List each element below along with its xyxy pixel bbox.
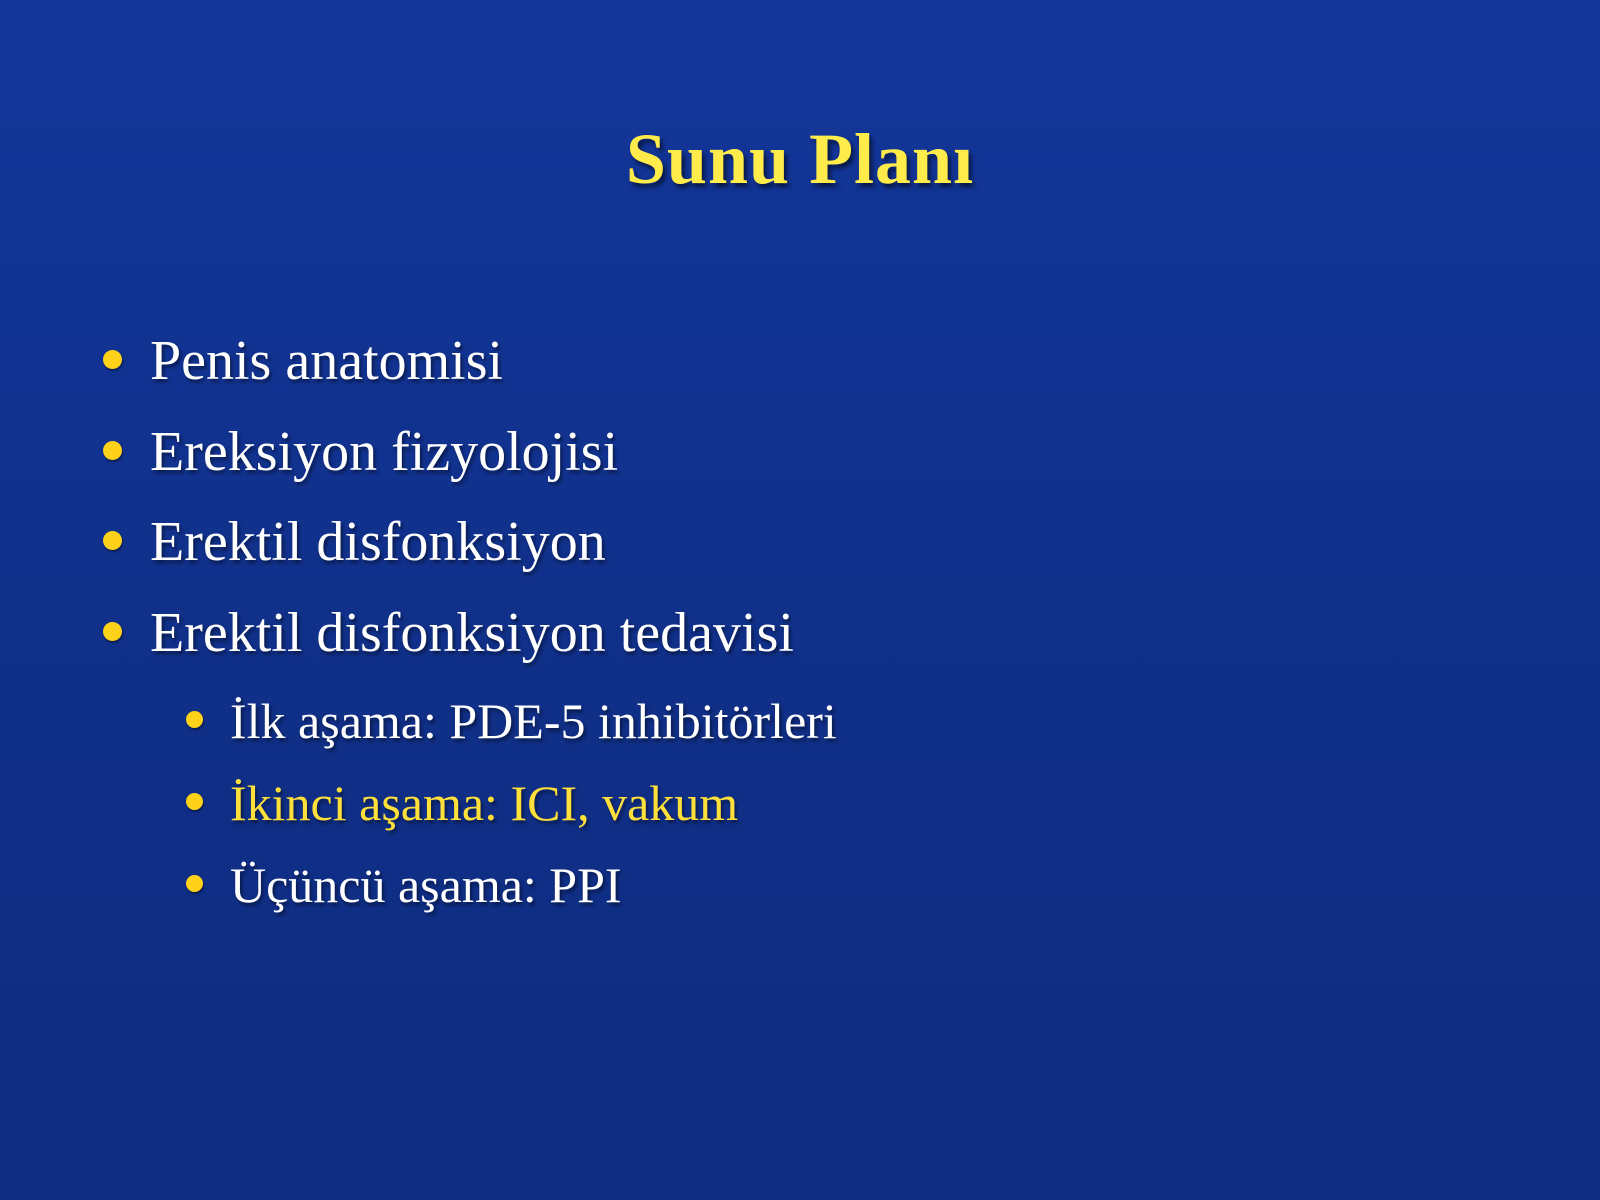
- list-item: [180, 775, 1520, 831]
- dot-bullet-icon: [103, 622, 122, 641]
- dot-bullet-icon: [103, 531, 122, 550]
- list-item: [95, 602, 1520, 665]
- list-item: [180, 693, 1520, 749]
- dot-bullet-icon: [103, 350, 122, 369]
- list-item-label: Erektil disfonksiyon: [150, 511, 606, 574]
- dot-bullet-icon: [186, 711, 203, 728]
- list-item-label-highlighted: İkinci aşama: ICI, vakum: [230, 774, 739, 831]
- list-item: [95, 330, 1520, 393]
- dot-bullet-icon: [103, 441, 122, 460]
- bullet-list-level1: [95, 330, 1520, 913]
- list-item-label: Üçüncü aşama: PPI: [230, 856, 622, 913]
- bullet-list-level2: [95, 693, 1520, 913]
- list-item-label: İlk aşama: PDE-5 inhibitörleri: [230, 692, 837, 749]
- list-item-label: Erektil disfonksiyon tedavisi: [150, 602, 794, 665]
- dot-bullet-icon: [186, 793, 203, 810]
- list-item: [180, 857, 1520, 913]
- slide-body: [95, 330, 1520, 939]
- page-title: Sunu Planı: [625, 119, 975, 199]
- list-item: [95, 511, 1520, 574]
- list-item: [95, 421, 1520, 484]
- list-item-label: Ereksiyon fizyolojisi: [150, 420, 619, 483]
- list-item-label: Penis anatomisi: [150, 330, 504, 392]
- dot-bullet-icon: [186, 875, 203, 892]
